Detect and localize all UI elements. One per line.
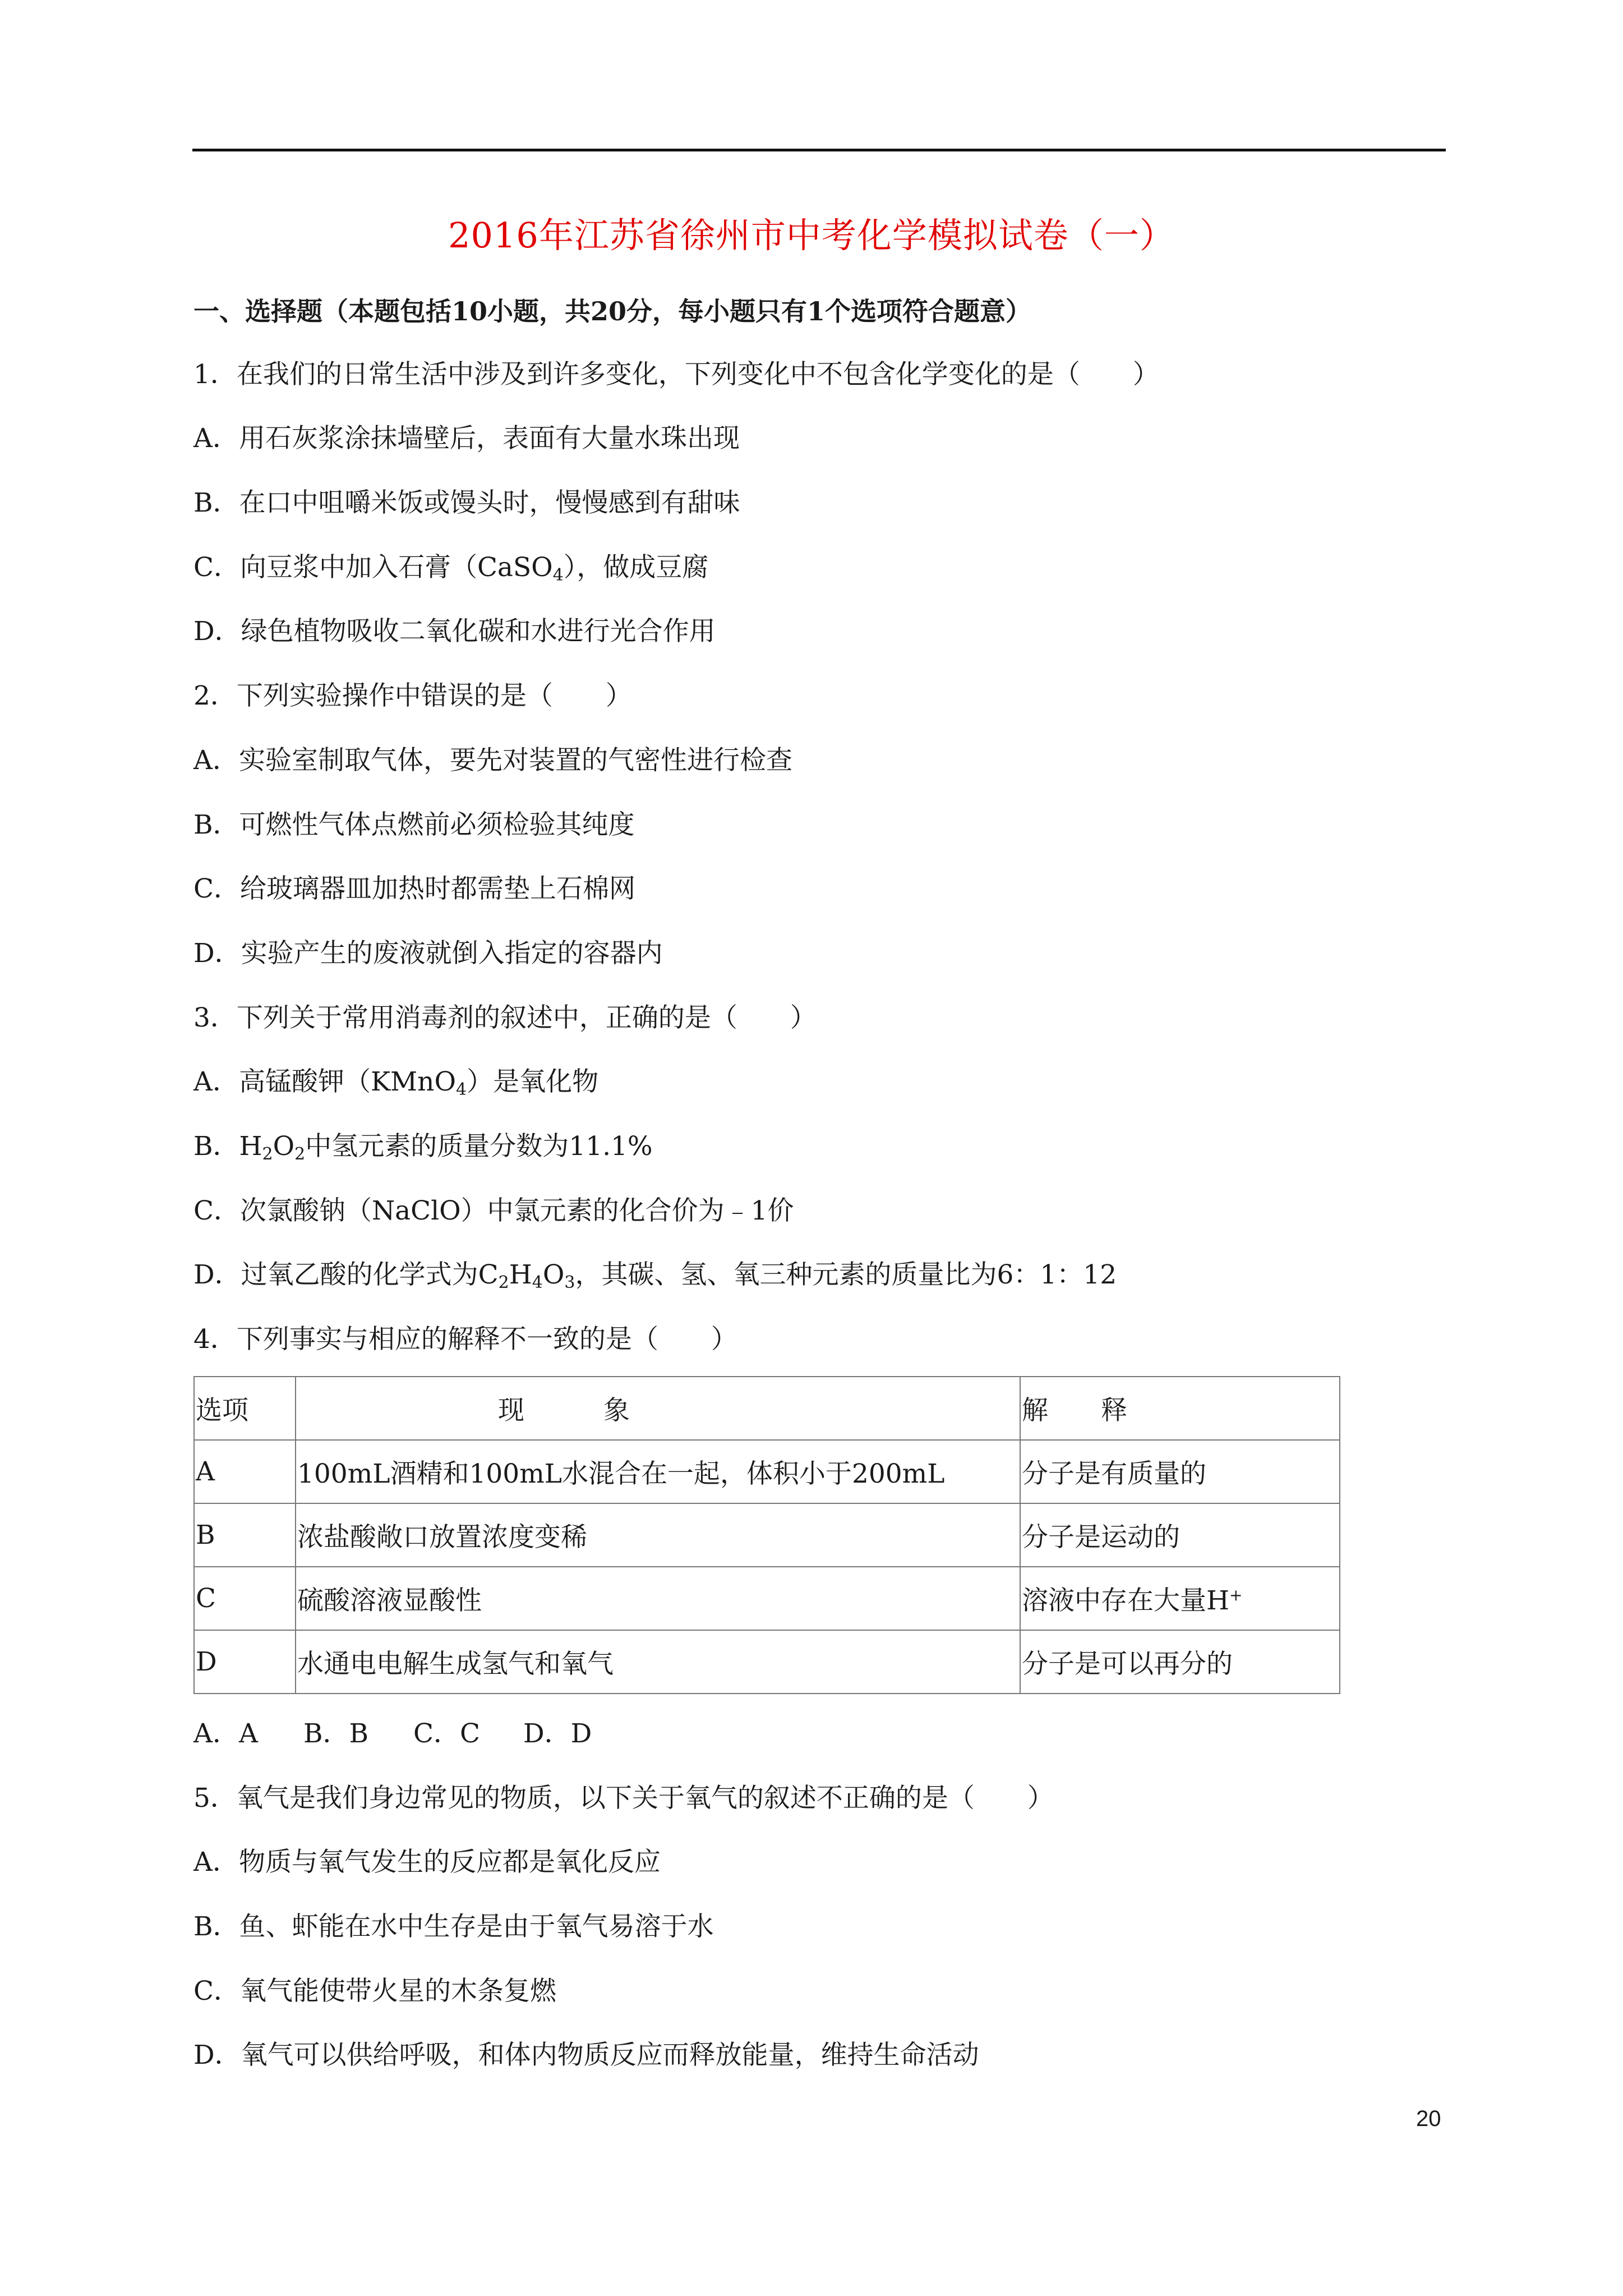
question-3-stem: 3．下列关于常用消毒剂的叙述中，正确的是（ ）: [193, 1002, 817, 1033]
table-header-cell: 现 象: [296, 1377, 1020, 1440]
table-cell-option: B: [194, 1503, 296, 1567]
question-3-option-c: C．次氯酸钠（NaClO）中氯元素的化合价为﹣1价: [193, 1195, 794, 1226]
question-2-option-a: A．实验室制取气体，要先对装置的气密性进行检查: [193, 745, 792, 776]
table-cell-phenomenon: 100mL酒精和100mL水混合在一起，体积小于200mL: [296, 1440, 1020, 1503]
question-4-stem: 4．下列事实与相应的解释不一致的是（ ）: [193, 1324, 737, 1355]
question-4-choice-c: C．C: [413, 1718, 480, 1749]
table-cell-option: A: [194, 1440, 296, 1503]
question-3-option-d: D．过氧乙酸的化学式为$C_2H_4O_3$，其碳、氢、氧三种元素的质量比为6：1：12: [193, 1259, 1117, 1292]
table-cell-explanation: 分子是可以再分的: [1020, 1630, 1340, 1694]
document-title: 2016年江苏省徐州市中考化学模拟试卷（一）: [448, 215, 1175, 256]
table-cell-explanation: 分子是运动的: [1020, 1503, 1340, 1567]
table-header-row: [194, 1377, 1340, 1440]
table-cell-option: C: [194, 1567, 296, 1630]
question-1-option-d: D．绿色植物吸收二氧化碳和水进行光合作用: [193, 616, 716, 647]
question-2-option-c: C．给玻璃器皿加热时都需垫上石棉网: [193, 873, 635, 904]
table-header-cell: 选项: [194, 1377, 296, 1440]
question-1-option-b: B．在口中咀嚼米饭或馒头时，慢慢感到有甜味: [193, 487, 740, 518]
question-4-choices: [193, 1714, 592, 1754]
question-4-choice-a: A．A: [193, 1718, 258, 1749]
table-cell-phenomenon: 硫酸溶液显酸性: [296, 1567, 1020, 1630]
question-5-option-a: A．物质与氧气发生的反应都是氧化反应: [193, 1847, 661, 1878]
question-5-stem: 5．氧气是我们身边常见的物质，以下关于氧气的叙述不正确的是（ ）: [193, 1783, 1054, 1814]
table-cell-phenomenon: 浓盐酸敞口放置浓度变稀: [296, 1503, 1020, 1567]
question-1-option-a: A．用石灰浆涂抹墙壁后，表面有大量水珠出现: [193, 423, 740, 454]
table-cell-explanation: 溶液中存在大量H+: [1020, 1567, 1340, 1630]
section-heading: 一、选择题（本题包括10小题，共20分，每小题只有1个选项符合题意）: [193, 296, 1032, 326]
header-rule: [192, 149, 1446, 151]
table-cell-explanation: 分子是有质量的: [1020, 1440, 1340, 1503]
table-cell-phenomenon: 水通电电解生成氢气和氧气: [296, 1630, 1020, 1694]
question-2-stem: 2．下列实验操作中错误的是（ ）: [193, 680, 632, 711]
table-cell-option: D: [194, 1630, 296, 1694]
question-1-option-c: C．向豆浆中加入石膏（CaSO$_4$），做成豆腐: [193, 552, 709, 585]
question-5-option-d: D．氧气可以供给呼吸，和体内物质反应而释放能量，维持生命活动: [193, 2040, 979, 2070]
page-number: 20: [1416, 2106, 1441, 2131]
question-3-option-a: A．高锰酸钾（KMnO$_4$）是氧化物: [193, 1066, 599, 1099]
question-4-table: [193, 1376, 1340, 1694]
question-4-choice-b: B．B: [303, 1718, 369, 1749]
question-5-option-c: C．氧气能使带火星的木条复燃: [193, 1976, 556, 2007]
question-2-option-d: D．实验产生的废液就倒入指定的容器内: [193, 938, 663, 969]
table-row: [194, 1567, 1340, 1630]
table-row: [194, 1440, 1340, 1503]
question-4-choice-d: D．D: [523, 1718, 592, 1749]
question-3-option-b: B．$H_2O_2$中氢元素的质量分数为11.1%: [193, 1131, 653, 1164]
question-1-stem: 1．在我们的日常生活中涉及到许多变化，下列变化中不包含化学变化的是（ ）: [193, 359, 1159, 390]
table-row: [194, 1503, 1340, 1567]
question-5-option-b: B．鱼、虾能在水中生存是由于氧气易溶于水: [193, 1911, 714, 1942]
table-header-cell: 解 释: [1020, 1377, 1340, 1440]
question-2-option-b: B．可燃性气体点燃前必须检验其纯度: [193, 809, 635, 840]
table-row: [194, 1630, 1340, 1694]
